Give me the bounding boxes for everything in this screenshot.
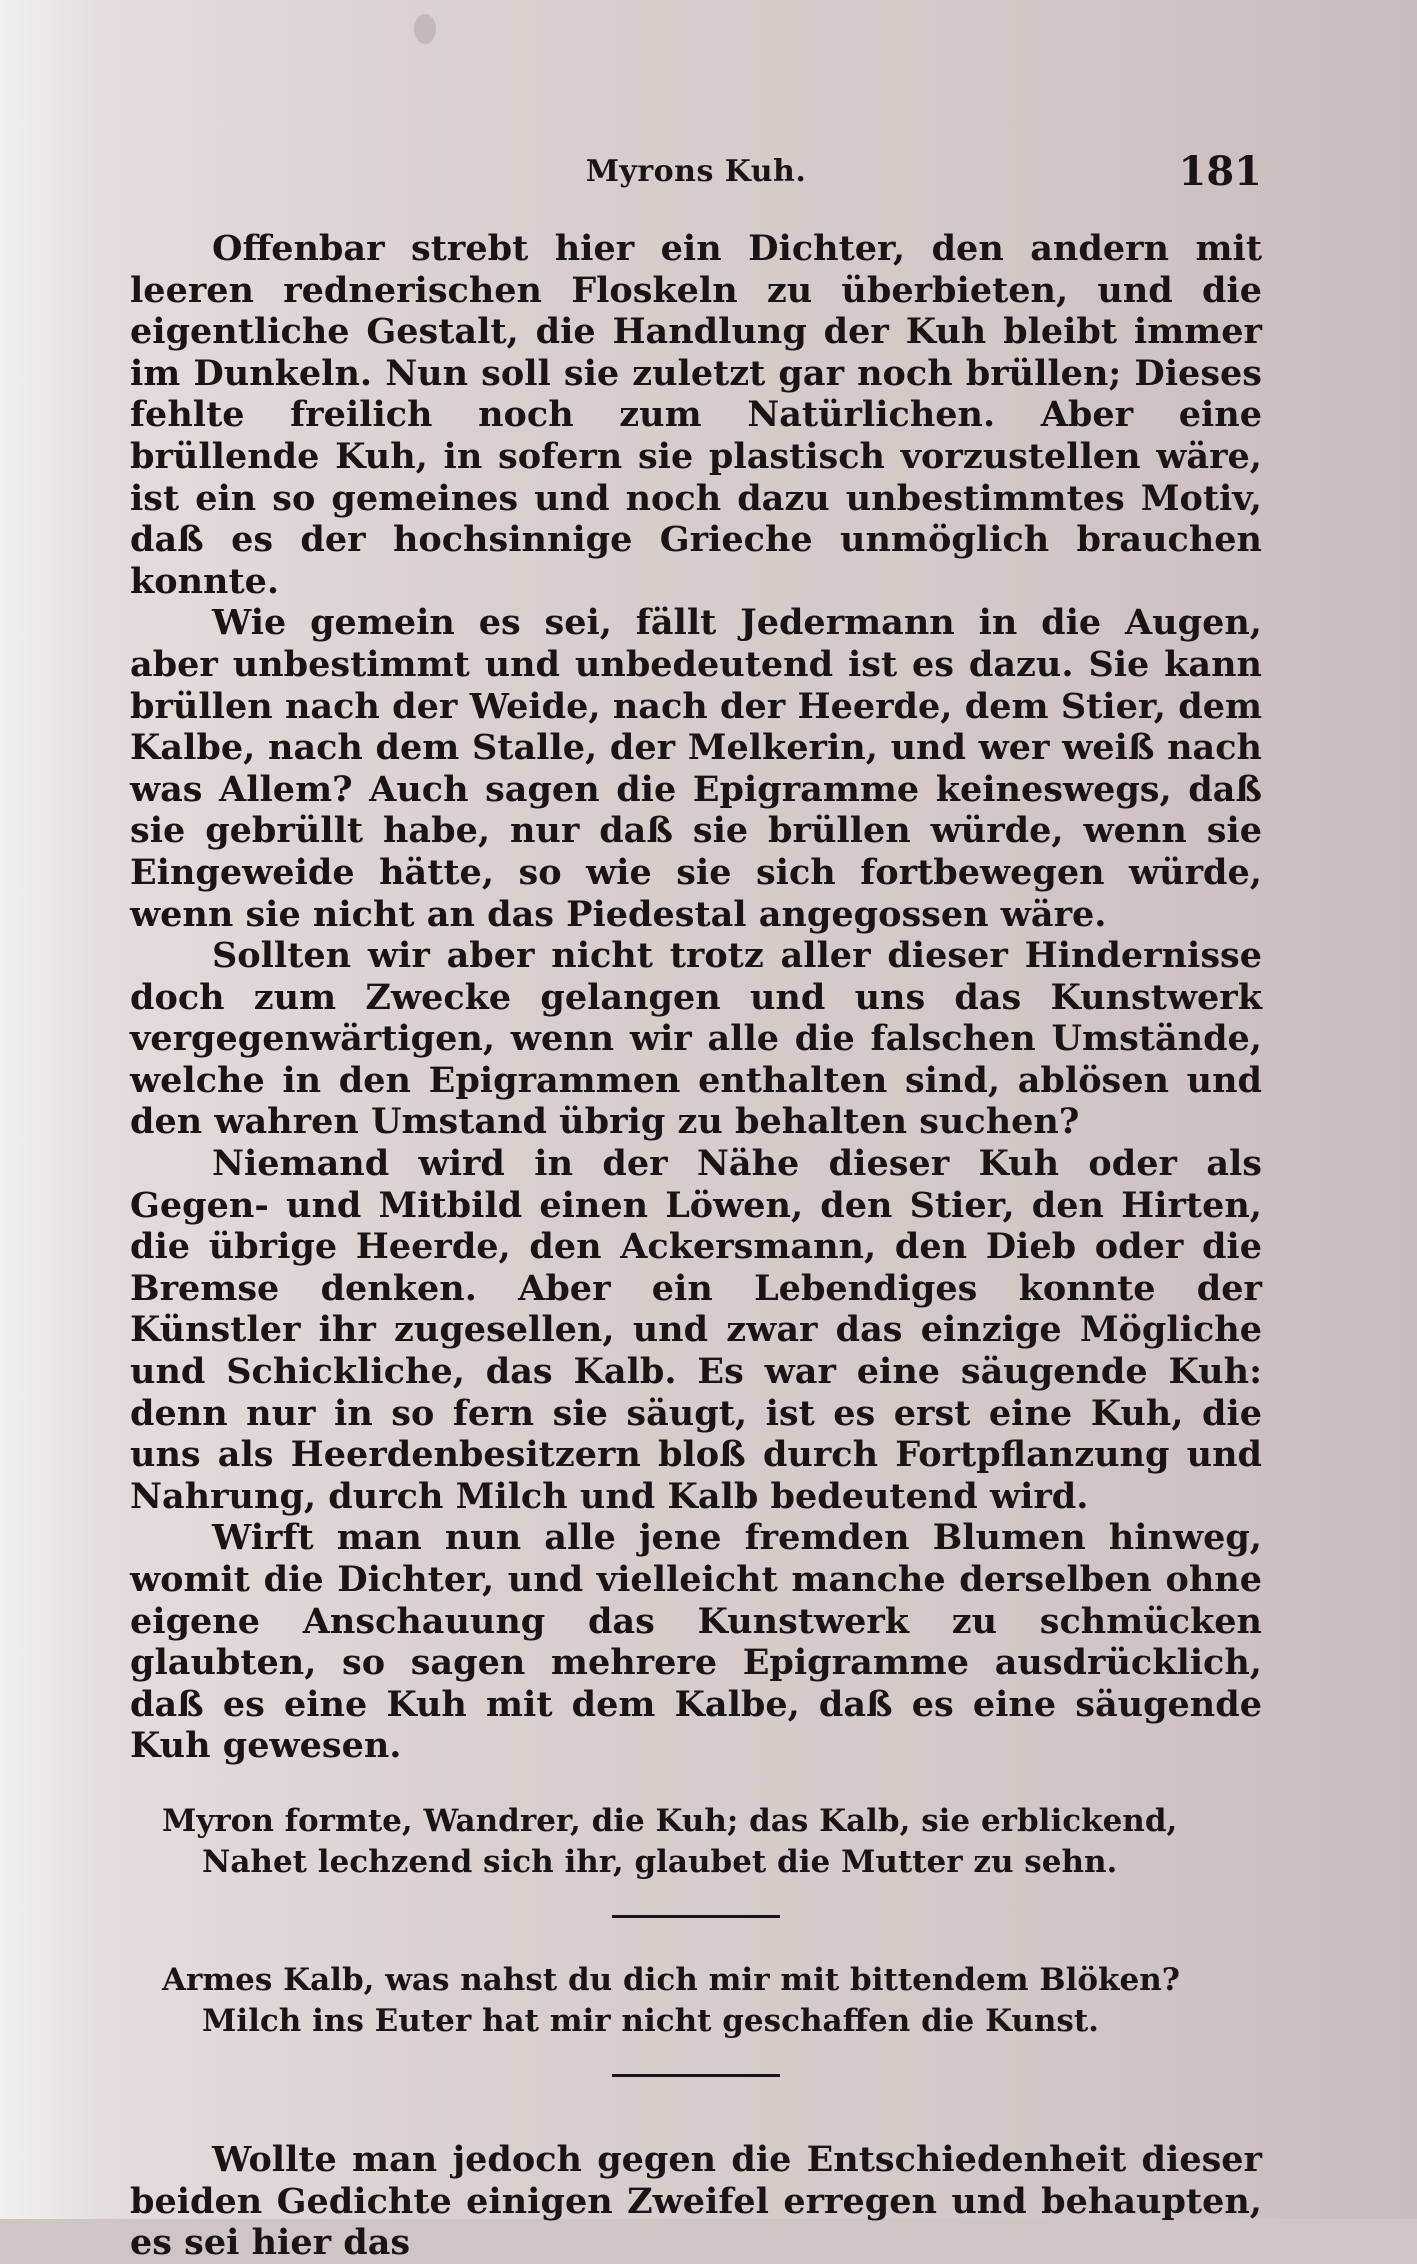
epigram-line: Milch ins Euter hat mir nicht geschaffen die Kunst. bbox=[202, 2002, 1099, 2039]
epigram-2 bbox=[162, 1960, 1262, 2042]
paragraph: Offenbar strebt hier ein Dichter, den andern mit leeren rednerischen Floskeln zu überbieten, und die eigentliche Gestalt, die Handlung der Kuh bleibt immer im Dunkeln. Nun soll sie zuletzt gar noch brüllen; Dieses fehlte freilich noch zum Natürlichen. Aber eine brüllende Kuh, in sofern sie plastisch vorzustellen wäre, ist ein so gemeines und noch dazu unbestimmtes Motiv, daß es der hochsinnige Grieche unmöglich brauchen konnte. bbox=[130, 228, 1262, 602]
running-title: Myrons Kuh. bbox=[585, 154, 807, 189]
page-body bbox=[130, 228, 1262, 2264]
paragraph: Wie gemein es sei, fällt Jedermann in die Augen, aber unbestimmt und unbedeutend ist es dazu. Sie kann brüllen nach der Weide, nach der Heerde, dem Stier, dem Kalbe, nach dem Stalle, der Melkerin, und wer weiß nach was Allem? Auch sagen die Epigramme keineswegs, daß sie gebrüllt habe, nur daß sie brüllen würde, wenn sie Eingeweide hätte, so wie sie sich fortbewegen würde, wenn sie nicht an das Piedestal angegossen wäre. bbox=[130, 602, 1262, 935]
paragraph: Wollte man jedoch gegen die Entschiedenheit dieser beiden Gedichte einigen Zweifel erregen und behaupten, es sei hier das bbox=[130, 2138, 1262, 2264]
section-divider bbox=[612, 1915, 780, 1918]
epigram-line: Myron formte, Wandrer, die Kuh; das Kalb, sie erblickend, bbox=[162, 1802, 1178, 1839]
epigram-line: Nahet lechzend sich ihr, glaubet die Mutter zu sehn. bbox=[202, 1843, 1118, 1880]
epigram-line: Armes Kalb, was nahst du dich mir mit bittendem Blöken? bbox=[162, 1961, 1180, 1998]
section-divider bbox=[612, 2074, 780, 2077]
paragraph: Sollten wir aber nicht trotz aller dieser Hindernisse doch zum Zwecke gelangen und uns das Kunstwerk vergegenwärtigen, wenn wir alle die falschen Umstände, welche in den Epigrammen enthalten sind, ablösen und den wahren Umstand übrig zu behalten suchen? bbox=[130, 935, 1262, 1143]
paragraph: Niemand wird in der Nähe dieser Kuh oder als Gegen- und Mitbild einen Löwen, den Stier, den Hirten, die übrige Heerde, den Ackersmann, den Dieb oder die Bremse denken. Aber ein Lebendiges konnte der Künstler ihr zugesellen, und zwar das einzige Mögliche und Schickliche, das Kalb. Es war eine säugende Kuh: denn nur in so fern sie säugt, ist es erst eine Kuh, die uns als Heerdenbesitzern bloß durch Fortpflanzung und Nahrung, durch Milch und Kalb bedeutend wird. bbox=[130, 1143, 1262, 1517]
paper-blemish bbox=[414, 14, 436, 44]
page-header bbox=[130, 148, 1262, 198]
paragraph: Wirft man nun alle jene fremden Blumen hinweg, womit die Dichter, und vielleicht manche derselben ohne eigene Anschauung das Kunstwerk zu schmücken glaubten, so sagen mehrere Epigramme ausdrücklich, daß es eine Kuh mit dem Kalbe, daß es eine säugende Kuh gewesen. bbox=[130, 1517, 1262, 1767]
page-number: 181 bbox=[1178, 148, 1262, 195]
epigram-1 bbox=[162, 1801, 1262, 1883]
